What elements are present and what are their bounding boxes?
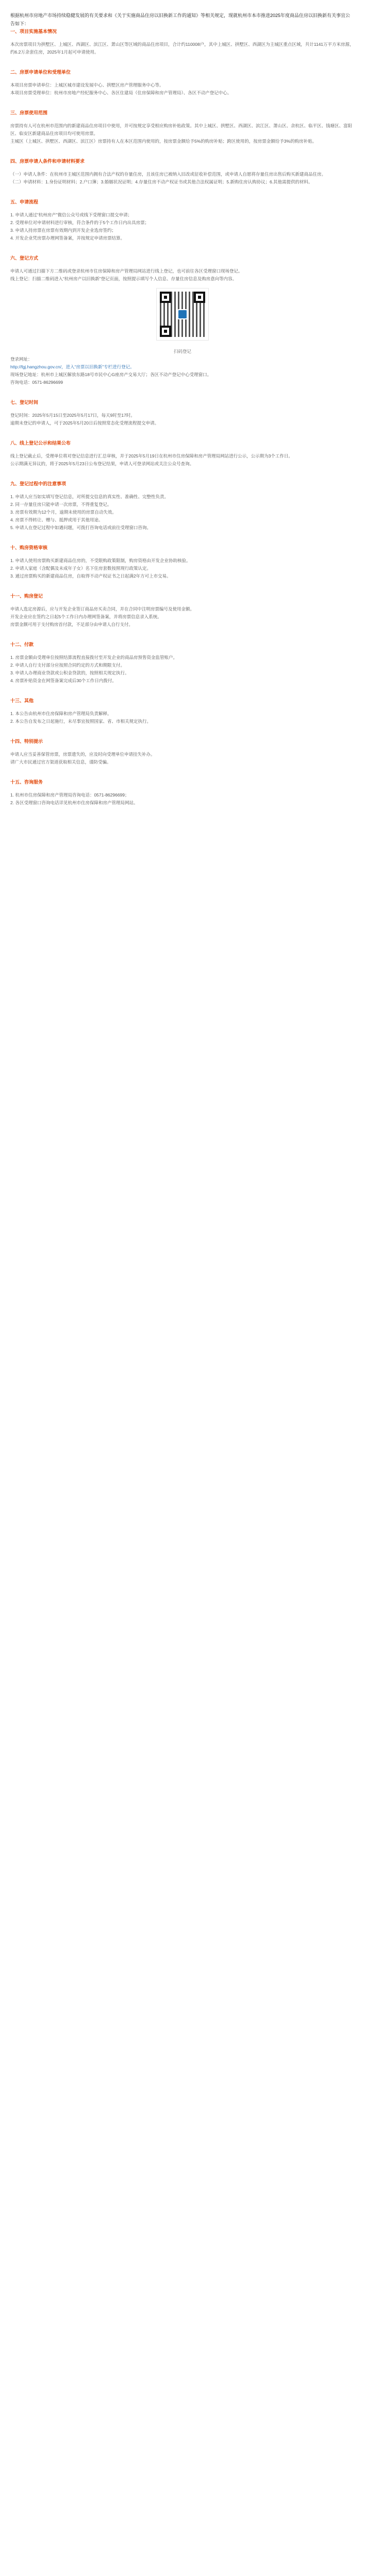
- section-title: 八、线上登记公示和结果公布: [10, 440, 71, 446]
- section-2: [10, 69, 355, 97]
- section-paragraph: 2. 受理单位对申请材料进行审核，符合条件的于5个工作日内出具房票；: [10, 220, 150, 225]
- section-title: 十三、其他: [10, 698, 34, 703]
- section-3: [10, 109, 355, 145]
- qr-finder-top-right: [194, 292, 205, 303]
- section-6: [10, 255, 355, 386]
- section-paragraph: 1. 杭州市住房保障和房产管理局咨询电话：0571-86296699；: [10, 792, 129, 798]
- section-paragraph: 本次房票项目为拱墅区、上城区、西湖区、滨江区、萧山区等区域的商品住房项目，合计约110008户，其中上城区、拱墅区、西湖区为主城区重点区域，共计1141万平方米房源，约6.2万余套住房，2025年1月起可申请使用。: [10, 42, 354, 55]
- qr-center-logo-icon: [177, 309, 188, 319]
- section-paragraph: 1. 申请人通过“杭州房产”微信公众号或线下受理窗口提交申请；: [10, 212, 132, 217]
- section-paragraph: 主城区（上城区、拱墅区、西湖区、滨江区）房票持有人在本区范围内使用的，按房票金额给予5%的购房补贴；跨区使用的，按房票金额给予3%的购房补贴。: [10, 139, 317, 144]
- section-8: [10, 439, 355, 468]
- section-title: 九、登记过程中的注意事项: [10, 481, 67, 486]
- section-title: 二、房票申请单位和受理单位: [10, 70, 71, 75]
- section-paragraph: （二）申请材料：1.身份证明材料；2.户口簿；3.婚姻状况证明；4.存量住房不动产权证书或其他合法权属证明；5.新购住房认购协议；6.其他需提供的材料。: [10, 179, 313, 184]
- section-paragraph: 公示期满无异议的，将于2025年5月23日公布登记结果，申请人可登录网站或关注公众号查询。: [10, 461, 194, 466]
- section-paragraph: 2. 各区受理窗口咨询电话详见杭州市住房保障和房产管理局网站。: [10, 800, 138, 805]
- section-paragraph: 3. 申请人持房票在房票有效期内到开发企业选房签约；: [10, 228, 116, 233]
- section-15: [10, 778, 355, 807]
- section-paragraph: 2. 同一存量住房只能申请一次房票，不得重复登记。: [10, 502, 112, 507]
- section-paragraph: 房票金额可用于支付购房首付款，不足部分由申请人自行支付。: [10, 622, 134, 627]
- section-4: [10, 158, 355, 186]
- section-paragraph: 4. 房票不得转让、赠与、抵押或用于其他用途。: [10, 517, 103, 522]
- section-paragraph: 登记时间：2025年5月15日至2025年5月17日，每天9时至17时。: [10, 413, 135, 418]
- sections-container: [10, 28, 355, 807]
- section-title: 五、申请流程: [10, 199, 39, 205]
- section-7: [10, 399, 355, 427]
- section-title: 十一、购房登记: [10, 594, 43, 599]
- section-paragraph: 1. 申请人应当如实填写登记信息，对所提交信息的真实性、准确性、完整性负责。: [10, 494, 169, 499]
- section-title: 七、登记时间: [10, 400, 39, 405]
- section-paragraph: 1. 本公告由杭州市住房保障和房产管理局负责解释。: [10, 711, 112, 716]
- section-paragraph: 申请人选定房源后，应与开发企业签订商品房买卖合同，并在合同中注明房票编号及使用金额。: [10, 606, 195, 612]
- section-title: 十四、特别提示: [10, 739, 43, 744]
- section-title: 十、购房资格审核: [10, 545, 48, 550]
- section-paragraph: 请广大市民通过官方渠道获取相关信息，谨防受骗。: [10, 759, 111, 765]
- section-9: [10, 480, 355, 532]
- registration-link[interactable]: http://fgj.hangzhou.gov.cn/，进入“房票以旧换新”专栏进行登记。: [10, 364, 135, 369]
- section-paragraph: 本项目房票申请单位：上城区城市建设发展中心、拱墅区房产管理服务中心等。: [10, 82, 164, 88]
- section-title: 十五、咨询服务: [10, 779, 43, 785]
- qr-finder-bottom-left: [160, 326, 171, 337]
- section-paragraph: 2. 本公告自发布之日起施行，未尽事宜按照国家、省、市相关规定执行。: [10, 719, 151, 724]
- section-1: [10, 28, 355, 56]
- section-title: 一、项目实施基本情况: [10, 29, 57, 34]
- section-title: 四、房票申请人条件和申请材料要求: [10, 159, 85, 164]
- section-12: [10, 641, 355, 685]
- section-title: 十二、付款: [10, 642, 34, 647]
- section-paragraph: 2. 申请人自行支付部分应按照合同约定的方式和期限支付。: [10, 663, 125, 668]
- section-11: [10, 592, 355, 629]
- registration-info: 现场登记地址：杭州市上城区解放东路18号市民中心G座房产交易大厅；各区不动产登记中心受理窗口。: [10, 372, 212, 377]
- section-title: 三、房票使用范围: [10, 110, 48, 115]
- section-5: [10, 198, 355, 242]
- section-paragraph: 4. 开发企业凭房票办理网签备案，并按规定申请房票结算。: [10, 235, 125, 241]
- section-14: [10, 738, 355, 766]
- section-paragraph: 申请人可通过扫描下方二维码或登录杭州市住房保障和房产管理局网站进行线上登记，也可前往各区受理窗口现场登记。: [10, 268, 243, 274]
- section-paragraph: 逾期未登记的申请人，可于2025年5月20日后按照常态化受理流程提交申请。: [10, 420, 159, 426]
- section-paragraph: 5. 申请人在登记过程中如遇问题，可拨打咨询电话或前往受理窗口咨询。: [10, 525, 151, 530]
- section-paragraph: （一）申请人条件：在杭州市主城区范围内拥有合法产权的存量住房，且该住房已被纳入旧改或征收补偿范围，或申请人自愿将存量住房出售后购买新建商品住房。: [10, 172, 326, 177]
- section-paragraph: 1. 申请人使用房票购买新建商品住房的，不受限购政策限制，购房资格由开发企业协助核验。: [10, 558, 191, 563]
- section-paragraph: 本项目房票受理单位：杭州市房地产经纪服务中心、各区住建局（住房保障和房产管理局）、各区不动产登记中心。: [10, 90, 232, 95]
- section-paragraph: 申请人应当妥善保管房票，房票遗失的，应及时向受理单位申请挂失补办。: [10, 752, 155, 757]
- section-title: 六、登记方式: [10, 256, 39, 261]
- section-paragraph: 4. 房票补贴资金在网签备案完成后30个工作日内拨付。: [10, 678, 117, 683]
- section-paragraph: 1. 房票金额由受理单位按照结算流程直接拨付至开发企业的商品房预售资金监管账户。: [10, 655, 177, 660]
- qr-caption: 扫码登记: [173, 349, 191, 354]
- registration-qr-code[interactable]: [156, 288, 209, 341]
- section-paragraph: 3. 房票有效期为12个月，逾期未使用的房票自动失效。: [10, 510, 117, 515]
- registration-info: 登录网址：: [10, 357, 32, 362]
- section-paragraph: 3. 通过房票购买的新建商品住房，自取得不动产权证书之日起满2年方可上市交易。: [10, 573, 171, 579]
- section-paragraph: 线上登记：扫描二维码进入“杭州房产以旧换新”登记页面，按照提示填写个人信息、存量住房信息及购房意向等内容。: [10, 276, 237, 281]
- qr-finder-top-left: [160, 292, 171, 303]
- registration-info: 咨询电话：0571-86296699: [10, 380, 63, 385]
- section-paragraph: 3. 申请人办理商业贷款或公积金贷款的，按照相关规定执行。: [10, 670, 129, 675]
- section-10: [10, 544, 355, 580]
- section-paragraph: 房票持有人可在杭州市范围内的新建商品住房项目中使用，并可按规定享受相应购房补贴政策。其中上城区、拱墅区、西湖区、滨江区、萧山区、余杭区、临平区、钱塘区、富阳区、临安区新建商品住房项目均可使用房票。: [10, 123, 353, 136]
- section-paragraph: 开发企业应在签约之日起5个工作日内办理网签备案，并将房票信息录入系统。: [10, 614, 162, 619]
- intro-paragraph: 根据杭州市房地产市场持续稳健发展的有关要求和《关于实施商品住房以旧换新工作的通知》等相关规定，现就杭州市本市推进2025年度商品住房以旧换新有关事宜公告如下：: [10, 13, 351, 26]
- section-13: [10, 697, 355, 725]
- section-paragraph: 2. 申请人家庭（含配偶及未成年子女）名下住房套数按照现行政策认定。: [10, 566, 151, 571]
- section-paragraph: 线上登记截止后，受理单位将对登记信息进行汇总审核，并于2025年5月19日在杭州市住房保障和房产管理局网站进行公示，公示期为3个工作日。: [10, 453, 293, 459]
